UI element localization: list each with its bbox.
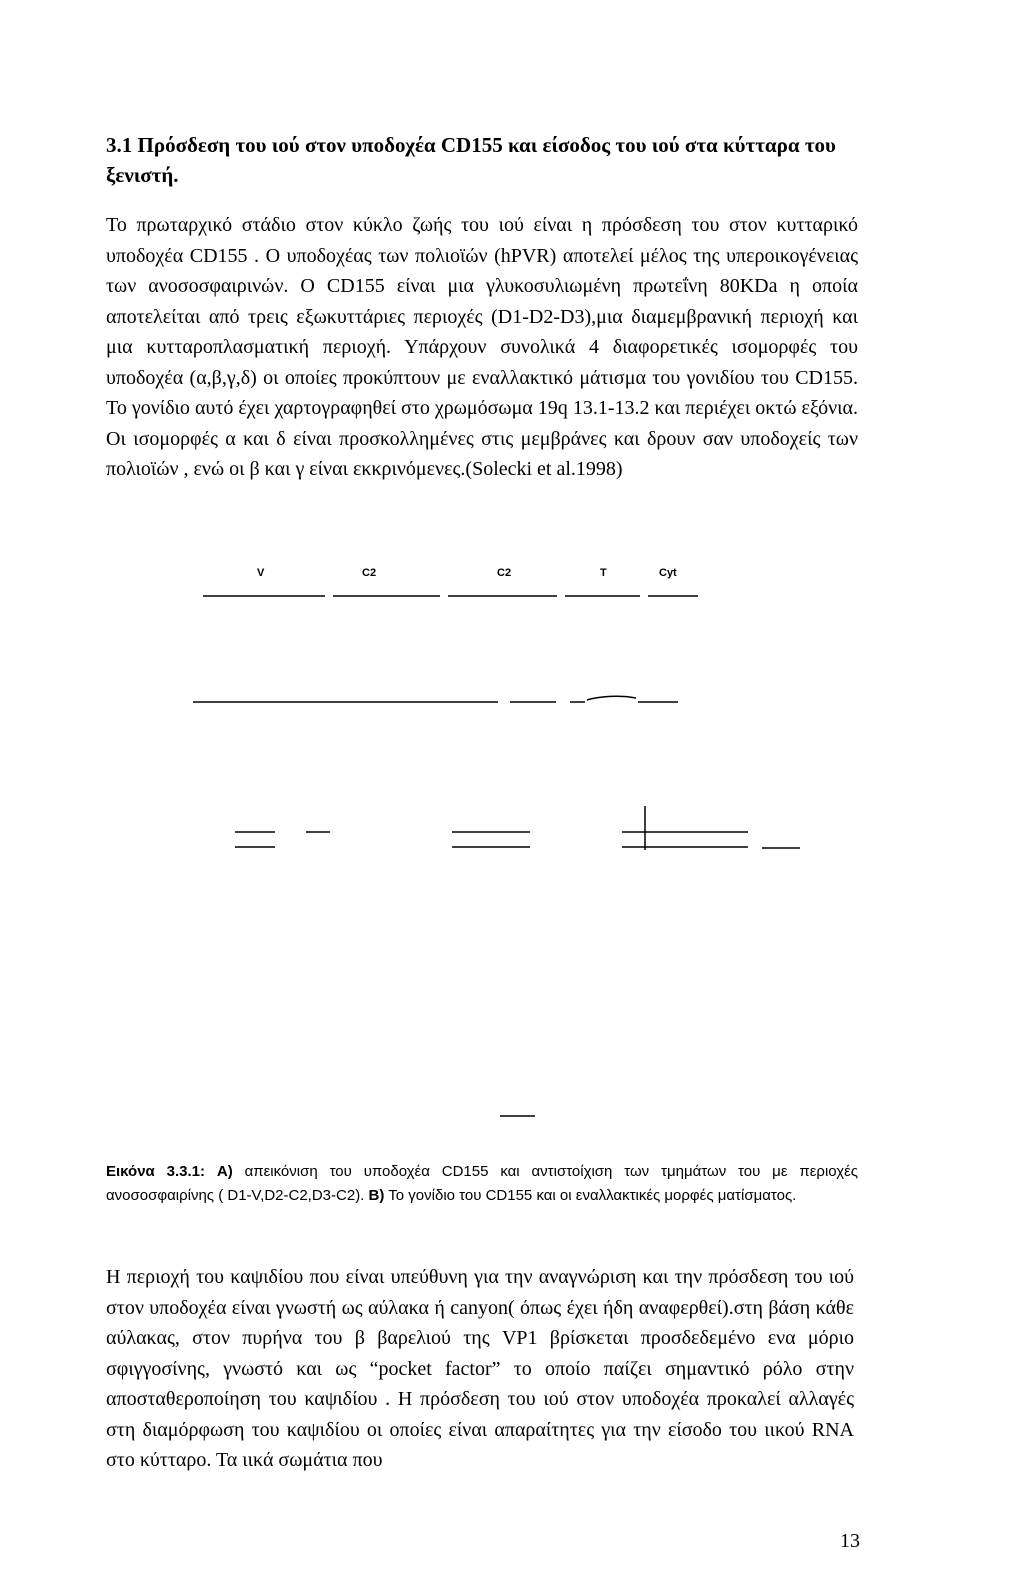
body-paragraph: Η περιοχή του καψιδίου που είναι υπεύθυνη για την αναγνώριση και την πρόσδεση του ιού στον υποδοχέα είναι γνωστή ως αύλακα ή canyon( όπως έχει ήδη αναφερθεί).στη βάση κάθε αύλακας, στον πυρήνα του β βαρελιού της VP1 βρίσκεται προσδεδεμένο ενα μόριο σφιγγοσίνης, γνωστό και ως “pocket factor” το οποίο παίζει σημαντικό ρόλο στην αποσταθεροποίηση του καψιδίου . Η πρόσδεση του ιού στον υποδοχέα προκαλεί αλλαγές στη διαμόρφωση του καψιδίου οι οποίες είναι απαραίτητες για την είσοδο του ιικού RNA στο κύτταρο. Τα ιικά σωμάτια που xyxy=(106,1266,854,1471)
splice-variants-row xyxy=(235,806,800,1116)
domain-label-v: V xyxy=(257,567,265,579)
caption-label: Εικόνα 3.3.1: xyxy=(106,1163,205,1180)
exon-row xyxy=(193,696,678,702)
caption-part-a-label: Α) xyxy=(216,1163,233,1180)
domain-label-t: T xyxy=(600,567,607,579)
gene-structure-diagram xyxy=(100,530,850,1150)
caption-part-a-text: απεικόνιση του υποδοχέα CD155 και αντιστοίχιση των τμημάτων του με περιοχές ανοσοσφαιρίνης ( D1-V,D2-C2,D3-C2). xyxy=(106,1163,859,1204)
caption-part-b-text: Το γονίδιο του CD155 και οι εναλλακτικές μορφές ματίσματος. xyxy=(388,1187,797,1204)
domain-label-c2-first: C2 xyxy=(362,567,377,579)
domain-label-cyt: Cyt xyxy=(659,567,677,579)
page-number: 13 xyxy=(840,1530,860,1552)
figure-caption xyxy=(106,1160,858,1208)
domain-label-c2-second: C2 xyxy=(497,567,512,579)
section-heading: 3.1 Πρόσδεση του ιού στον υποδοχέα CD155 και είσοδος του ιού στα κύτταρα του ξενιστή. xyxy=(106,133,836,187)
intro-paragraph: Το πρωταρχικό στάδιο στον κύκλο ζωής του ιού είναι η πρόσδεση του στον κυτταρικό υποδοχέα CD155 . Ο υποδοχέας των πολιοϊών (hPVR) αποτελεί μέλος της υπεροικογένειας των ανοσοσφαιρινών. Ο CD155 είναι μια γλυκοσυλιωμένη πρωτεΐνη 80KDa η οποία αποτελείται από τρεις εξωκυττάριες περιοχές (D1-D2-D3),μια διαμεμβρανική περιοχή και μια κυτταροπλασματική περιοχή. Υπάρχουν συνολικά 4 διαφορετικές ισομορφές του υποδοχέα (α,β,γ,δ) οι οποίες προκύπτουν με εναλλακτικό μάτισμα του γονιδίου του CD155. Το γονίδιο αυτό έχει χαρτογραφηθεί στο χρωμόσωμα 19q 13.1-13.2 και περιέχει οκτώ εξόνια. Οι ισομορφές α και δ είναι προσκολλημένες στις μεμβράνες και δρουν σαν υποδοχείς των πολιοϊών , ενώ οι β και γ είναι εκκρινόμενες.(Solecki et al.1998) xyxy=(106,214,858,480)
cd155-figure xyxy=(100,530,850,1150)
caption-part-b-label: Β) xyxy=(368,1187,385,1204)
